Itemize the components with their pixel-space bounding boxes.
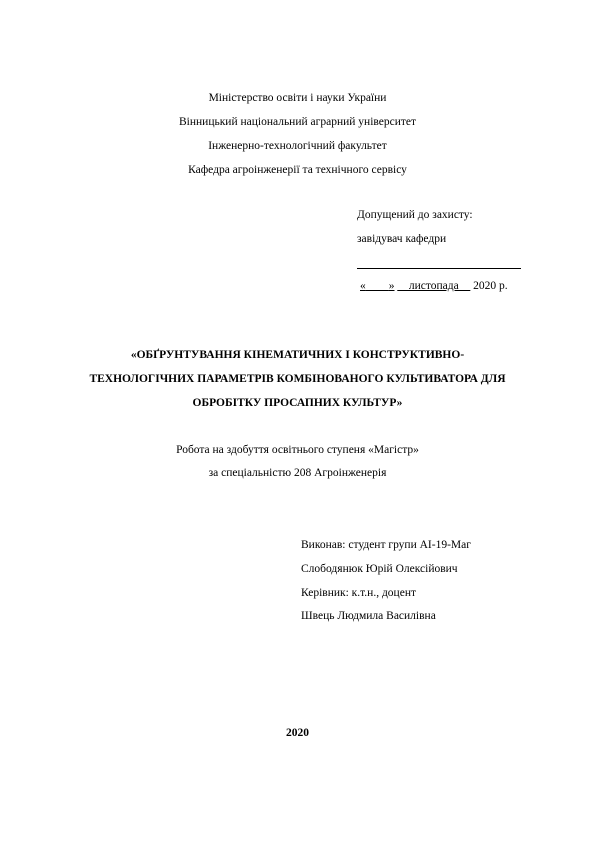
title-line-3: ОБРОБІТКУ ПРОСАПНИХ КУЛЬТУР» bbox=[192, 397, 403, 409]
date-close-quote: » bbox=[388, 280, 395, 292]
department-line: Кафедра агроінженерії та технічного сервісу bbox=[188, 164, 407, 176]
title-line-1: «ОБҐРУНТУВАННЯ КІНЕМАТИЧНИХ І КОНСТРУКТИВНО- bbox=[130, 349, 465, 361]
degree-line-2: за спеціальністю 208 Агроінженерія bbox=[208, 467, 387, 479]
student-name: Слободянюк Юрій Олексійович bbox=[301, 563, 458, 575]
university-line: Вінницький національний аграрний університет bbox=[178, 116, 417, 128]
date-year: 2020 р. bbox=[473, 280, 508, 292]
date-open-quote: « bbox=[360, 280, 366, 292]
title-line-2: ТЕХНОЛОГІЧНИХ ПАРАМЕТРІВ КОМБІНОВАНОГО КУЛЬТИВАТОРА ДЛЯ bbox=[89, 373, 506, 385]
degree-line-1: Робота на здобуття освітнього ступеня «Магістр» bbox=[176, 444, 419, 456]
performed-by: Виконав: студент групи АІ-19-Маг bbox=[301, 539, 471, 551]
year: 2020 bbox=[286, 727, 309, 739]
head-label: завідувач кафедри bbox=[357, 233, 447, 245]
signature-line bbox=[357, 268, 521, 269]
date-day-blank: ____ bbox=[365, 280, 389, 292]
date-month: __листопада__ bbox=[397, 280, 471, 292]
supervisor-label: Керівник: к.т.н., доцент bbox=[301, 587, 416, 599]
admitted-label: Допущений до захисту: bbox=[357, 209, 473, 221]
faculty-line: Інженерно-технологічний факультет bbox=[208, 140, 387, 152]
approval-date bbox=[360, 280, 508, 292]
ministry-line: Міністерство освіти і науки України bbox=[208, 92, 387, 104]
supervisor-name: Швець Людмила Василівна bbox=[301, 610, 436, 622]
